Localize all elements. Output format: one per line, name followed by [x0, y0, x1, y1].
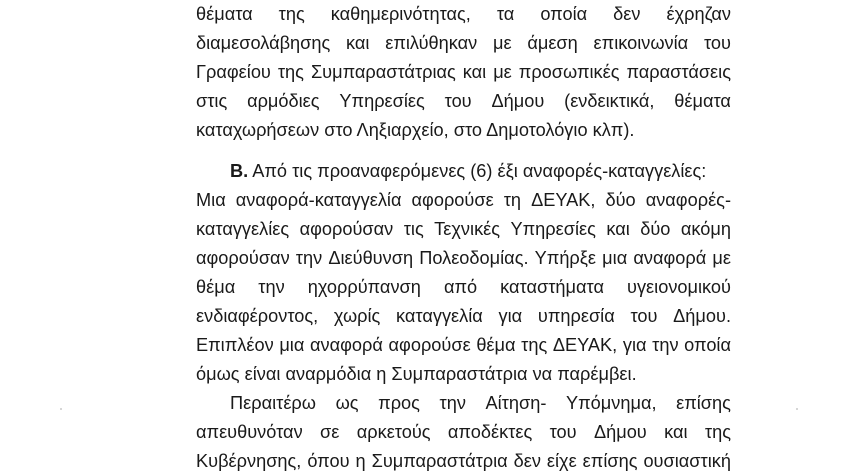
word: δύο [640, 219, 671, 239]
word: καταγγελίες [196, 219, 290, 239]
word: τη [503, 190, 522, 210]
word: αφορούσε [388, 335, 471, 355]
word: είχε [546, 451, 577, 471]
word: με [493, 62, 512, 82]
word: και [462, 62, 487, 82]
word: Υπήρξε [534, 248, 597, 268]
word: ακόμη [680, 219, 731, 239]
word: αρκετούς [356, 422, 431, 442]
paragraph-a-line-4 [196, 86, 731, 116]
word: της [704, 422, 731, 442]
word: θέμα [476, 335, 516, 355]
word: οποία [540, 4, 588, 24]
word: ηχορρύπανση [307, 277, 421, 297]
word: ουσιαστική [643, 451, 731, 471]
paragraph-a-line-3 [196, 57, 731, 87]
word: θέμα [196, 277, 236, 297]
word: την [652, 335, 679, 355]
word: Γραφείου [196, 62, 271, 82]
word: ΔΕΥΑΚ, [552, 335, 618, 355]
word: Υπηρεσίες [339, 91, 425, 111]
word: με [712, 248, 731, 268]
paragraph-c-line-1 [196, 388, 731, 418]
word: θέματα [196, 4, 253, 24]
word: επιλύθηκαν [385, 33, 478, 53]
word: και [346, 33, 370, 53]
word: άμεση [527, 33, 578, 53]
document-page [196, 0, 731, 471]
word: για [498, 306, 523, 326]
paragraph-b-line-7 [196, 330, 731, 360]
word: αρμόδιες [247, 91, 320, 111]
paragraph-b-line-2 [196, 185, 731, 215]
word: αναφορά-καταγγελία [235, 190, 402, 210]
word: υπηρεσία [537, 306, 615, 326]
word: Επιπλέον [196, 335, 274, 355]
word: Περαιτέρω [230, 393, 316, 413]
word: Υπόμνημα, [565, 393, 657, 413]
word: του [630, 306, 658, 326]
word: (ενδεικτικά, [564, 91, 655, 111]
word: καταστήματα [500, 277, 604, 297]
word: τις [403, 219, 424, 239]
word: δεν [613, 4, 641, 24]
word: Δήμου [593, 422, 647, 442]
word: Τεχνικές [434, 219, 501, 239]
word: του [444, 91, 472, 111]
paragraph-b-line-6 [196, 301, 731, 331]
word: τα [496, 4, 515, 24]
word: Συμπαραστάτρια [371, 451, 508, 471]
word: υγειονομικού [627, 277, 731, 297]
word: χωρίς [333, 306, 381, 326]
word: επικοινωνία [593, 33, 689, 53]
word: της [277, 62, 304, 82]
word: προσωπικές [518, 62, 620, 82]
word: Διεύθυνση [328, 248, 414, 268]
paragraph-b-line-1 [196, 156, 731, 186]
word: του [703, 33, 731, 53]
paragraph-b-first-line-text: Από τις προαναφερόμενες (6) έξι αναφορές-καταγγελίες: [252, 161, 707, 181]
paragraph-c-line-3 [196, 446, 731, 476]
word: η [355, 451, 366, 471]
word: καθημερινότητας, [330, 4, 471, 24]
paragraph-b-line-3 [196, 214, 731, 244]
word: αναφορά [633, 248, 707, 268]
word: καταγγελία [396, 306, 483, 326]
word: Συμπαραστάτριας [310, 62, 456, 82]
word: δεν [513, 451, 541, 471]
word: του [549, 422, 577, 442]
word: την [439, 393, 466, 413]
word: επίσης [582, 451, 638, 471]
word: με [492, 33, 512, 53]
paragraph-b-label: Β. [230, 161, 249, 181]
word: και [664, 422, 688, 442]
paragraph-a-line-2 [196, 28, 731, 58]
word: ΔΕΥΑΚ, [531, 190, 596, 210]
word: μια [602, 248, 628, 268]
word: αποδέκτες [447, 422, 533, 442]
word: οποία [684, 335, 731, 355]
paragraph-b-line-8: όμως είναι αναρμόδια η Συμπαραστάτρια να παρέμβει. [196, 364, 637, 384]
word: όπου [307, 451, 350, 471]
word: θέματα [674, 91, 731, 111]
word: την [258, 277, 285, 297]
word: μια [279, 335, 305, 355]
word: Δήμου. [673, 306, 731, 326]
word: σε [320, 422, 340, 442]
word: αναφορά [309, 335, 383, 355]
word: παραστάσεις [626, 62, 731, 82]
word: Αίτηση- [485, 393, 547, 413]
word: έχρηζαν [666, 4, 731, 24]
word: Κυβέρνησης, [196, 451, 302, 471]
word: αφορούσαν [299, 219, 394, 239]
word: αφορούσε [411, 190, 494, 210]
word: και [606, 219, 630, 239]
word: της [521, 335, 548, 355]
word: ως [335, 393, 359, 413]
word: Δήμου [491, 91, 545, 111]
word: δύο [605, 190, 636, 210]
scan-speck [796, 408, 798, 410]
scan-speck [60, 408, 62, 410]
word: προς [378, 393, 420, 413]
word: της [278, 4, 305, 24]
paragraph-a-line-5: καταχωρήσεων στο Ληξιαρχείο, στο Δημοτολόγιο κλπ). [196, 120, 635, 140]
word: διαμεσολάβησης [196, 33, 331, 53]
word: από [443, 277, 478, 297]
word: αφορούσαν [196, 248, 290, 268]
word: επίσης [676, 393, 731, 413]
word: στις [196, 91, 228, 111]
paragraph-b-line-4 [196, 243, 731, 273]
paragraph-a-line-1 [196, 0, 731, 29]
paragraph-c-line-2 [196, 417, 731, 447]
word: Πολεοδομίας. [419, 248, 529, 268]
word: ενδιαφέροντος, [196, 306, 319, 326]
word: την [295, 248, 323, 268]
word: Υπηρεσίες [510, 219, 596, 239]
word: για [622, 335, 647, 355]
paragraph-b-line-5 [196, 272, 731, 302]
word: Μια [196, 190, 226, 210]
word: αναφορές- [645, 190, 731, 210]
word: απευθυνόταν [196, 422, 303, 442]
